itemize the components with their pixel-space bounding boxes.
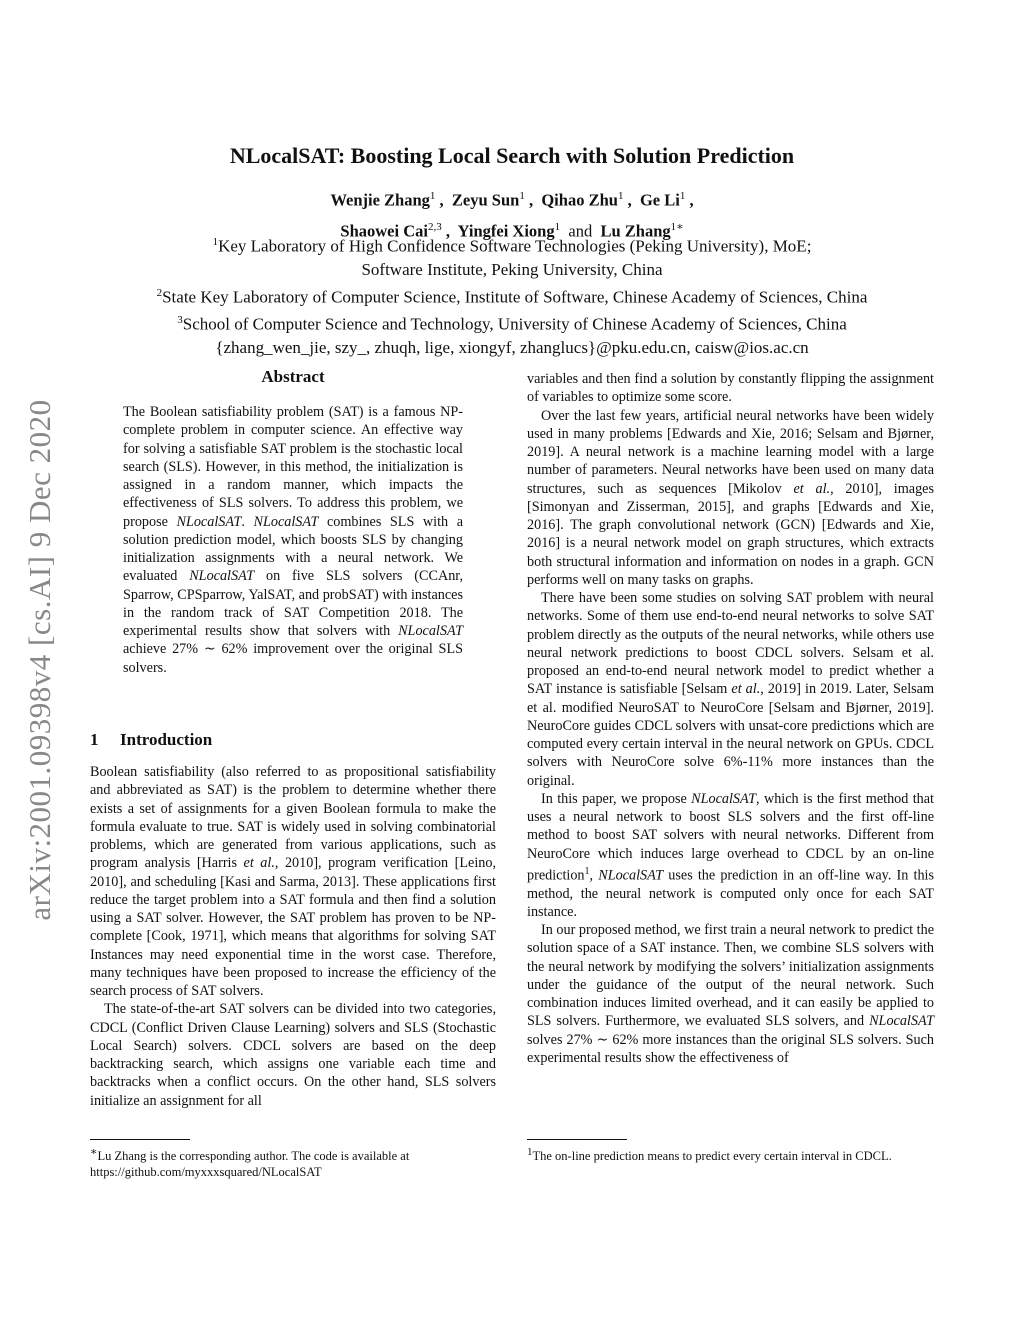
paragraph: variables and then find a solution by constantly flipping the assignment of variables to optimize some score. <box>527 371 934 406</box>
author-emails: {zhang_wen_jie, szy_, zhuqh, lige, xiongyf, zhanglucs}@pku.edu.cn, caisw@ios.ac.cn <box>215 337 809 357</box>
arxiv-stamp <box>0 0 80 1325</box>
author-name: Qihao Zhu <box>541 190 618 210</box>
footnote-right: $^1$The on-line prediction means to predict every certain interval in CDCL. <box>527 1146 892 1164</box>
paragraph: In our proposed method, we first train a neural network to predict the solution space of a SAT instance. Then, we combine SLS solvers with the neural network by modifying the solvers’ initialization assignments under the guidance of the output of the neural network. Such combination induces limited overhead, and it can easily be applied to SLS solvers. Furthermore, we evaluated SLS solvers, and NLocalSAT solves 27% ∼ 62% more instances than the original SLS solvers. Such experimental results show the effectiveness of <box>527 922 934 1066</box>
paragraph: Boolean satisfiability (also referred to as propositional satisfiability and abbreviated as SAT) is the problem to determine whether there exists a set of assignments for a given Boolean formula to make the formula evaluate to true. SAT is widely used in solving combinatorial problems, which are generated from various applications, such as program analysis [Harris et al., 2010], program verification [Leino, 2010], and scheduling [Kasi and Sarma, 2013]. These applications first reduce the target problem into a SAT formula and then find a solution using a SAT solver. However, the SAT problem has proven to be NP-complete [Cook, 1971], which means that algorithms for solving SAT Instances may need exponential time in the worst case. Therefore, many techniques have been proposed to increase the efficiency of the search process of SAT solvers. <box>90 764 497 999</box>
author-name: Wenjie Zhang <box>330 190 430 210</box>
paper-title: NLocalSAT: Boosting Local Search with Solution Prediction <box>229 143 795 168</box>
abstract-body <box>123 403 463 677</box>
footnote-rule <box>527 1139 627 1140</box>
introduction-body <box>90 763 496 1110</box>
affiliation-line: Software Institute, Peking University, China <box>361 260 663 280</box>
affiliation-line: State Key Laboratory of Computer Science, Institute of Software, Chinese Academy of Sciences, China <box>162 287 868 307</box>
abstract-heading: Abstract <box>261 367 325 386</box>
author-name: Yingfei Xiong <box>457 221 555 240</box>
affiliation-line: Key Laboratory of High Confidence Software Technologies (Peking University), MoE; <box>218 236 812 256</box>
affiliations: $^1$Key Laboratory of High Confidence Software Technologies (Peking University), MoE; Software Institute, Peking University, China $^2$State Key Laboratory of Computer Science, Institute of Software, Chinese Academy of Sciences, China $^3$School of Computer Science and Technology, University of Chinese Academy of Sciences, China {zhang_wen_jie, szy_, zhuqh, lige, xiongyf, zhanglucs}@pku.edu.cn, caisw@ios.ac.cn <box>80 231 944 359</box>
author-list: Wenjie Zhang$^1$ , Zeyu Sun$^1$ , Qihao Zhu$^1$ , Ge Li$^1$ , Shaowei Cai$^{2,3}$ , Yingfei Xiong$^1$ and Lu Zhang$^{1∗}$ <box>330 190 694 240</box>
affiliation-line: School of Computer Science and Technology, University of Chinese Academy of Sciences, China <box>182 314 847 334</box>
paragraph: Over the last few years, artificial neural networks have been widely used in many problems [Edwards and Xie, 2016; Selsam and Bjørner, 2019]. A neural network is a machine learning model with a large number of parameters. Neural networks have been used on many data structures, such as sequences [Mikolov et al., 2010], images [Simonyan and Zisserman, 2015], and graphs [Edwards and Xie, 2016]. The graph convolutional network (GCN) [Edwards and Xie, 2016] is a neural network model on graph structures, which extracts both structural information and information on nodes in a graph. GCN performs well on many tasks on graphs. <box>527 407 934 588</box>
arxiv-id: arXiv:2001.09398v4 [cs.AI] 9 Dec 2020 <box>22 399 57 921</box>
author-name: Ge Li <box>639 190 680 210</box>
paragraph: The state-of-the-art SAT solvers can be divided into two categories, CDCL (Conflict Driven Clause Learning) solvers and SLS (Stochastic Local Search) solvers. CDCL solvers are based on the deep backtracking search, which assigns one variable each time and backtracks when a conflict occurs. On the other hand, SLS solvers initialize an assignment for all <box>90 1001 496 1109</box>
footnote-left: ∗Lu Zhang is the corresponding author. The code is available at https://github.com/myxxxsquared/NLocalSAT <box>90 1146 410 1180</box>
author-name: Shaowei Cai <box>340 221 428 240</box>
footnote-rule <box>90 1139 190 1140</box>
author-name: Zeyu Sun <box>451 190 520 210</box>
paragraph: There have been some studies on solving SAT problem with neural networks. Some of them use end-to-end neural networks to solve SAT problem directly as the outputs of the neural networks, while others use neural network predictions to boost CDCL solvers. Selsam et al. proposed an end-to-end neural network model to predict whether a SAT instance is satisfiable [Selsam et al., 2019] in 2019. Later, Selsam et al. modified NeuroSAT to NeuroCore [Selsam and Bjørner, 2019]. NeuroCore guides CDCL solvers with unsat-core predictions which are computed every certain interval in the neural network on GPUs. CDCL solvers with NeuroCore solve 6%-11% more instances than the original. <box>527 590 934 789</box>
section-heading-introduction: 1 Introduction <box>90 730 213 749</box>
paragraph: In this paper, we propose NLocalSAT, which is the first method that uses a neural network to boost SLS solvers and the first off-line method to boost SAT solvers with neural networks. Different from NeuroCore which induces large overhead to CDCL by an on-line prediction$^1$, NLocalSAT uses the prediction in an off-line way. In this method, the neural network is computed only once for each SAT instance. <box>527 790 935 920</box>
author-name: Lu Zhang <box>600 221 671 240</box>
right-column-body <box>527 370 934 1067</box>
abstract-paragraph: The Boolean satisfiability problem (SAT) is a famous NP-complete problem in computer science. An effective way for solving a satisfiable SAT problem is the stochastic local search (SLS). However, in this method, the initialization is assigned in a random manner, which impacts the effectiveness of SLS solvers. To address this problem, we propose NLocalSAT. NLocalSAT combines SLS with a solution prediction model, which boosts SLS by changing initialization assignments with a neural network. We evaluated NLocalSAT on five SLS solvers (CCAnr, Sparrow, CPSparrow, YalSAT, and probSAT) with instances in the random track of SAT Competition 2018. The experimental results show that solvers with NLocalSAT achieve 27% ∼ 62% improvement over the original SLS solvers. <box>123 404 463 676</box>
